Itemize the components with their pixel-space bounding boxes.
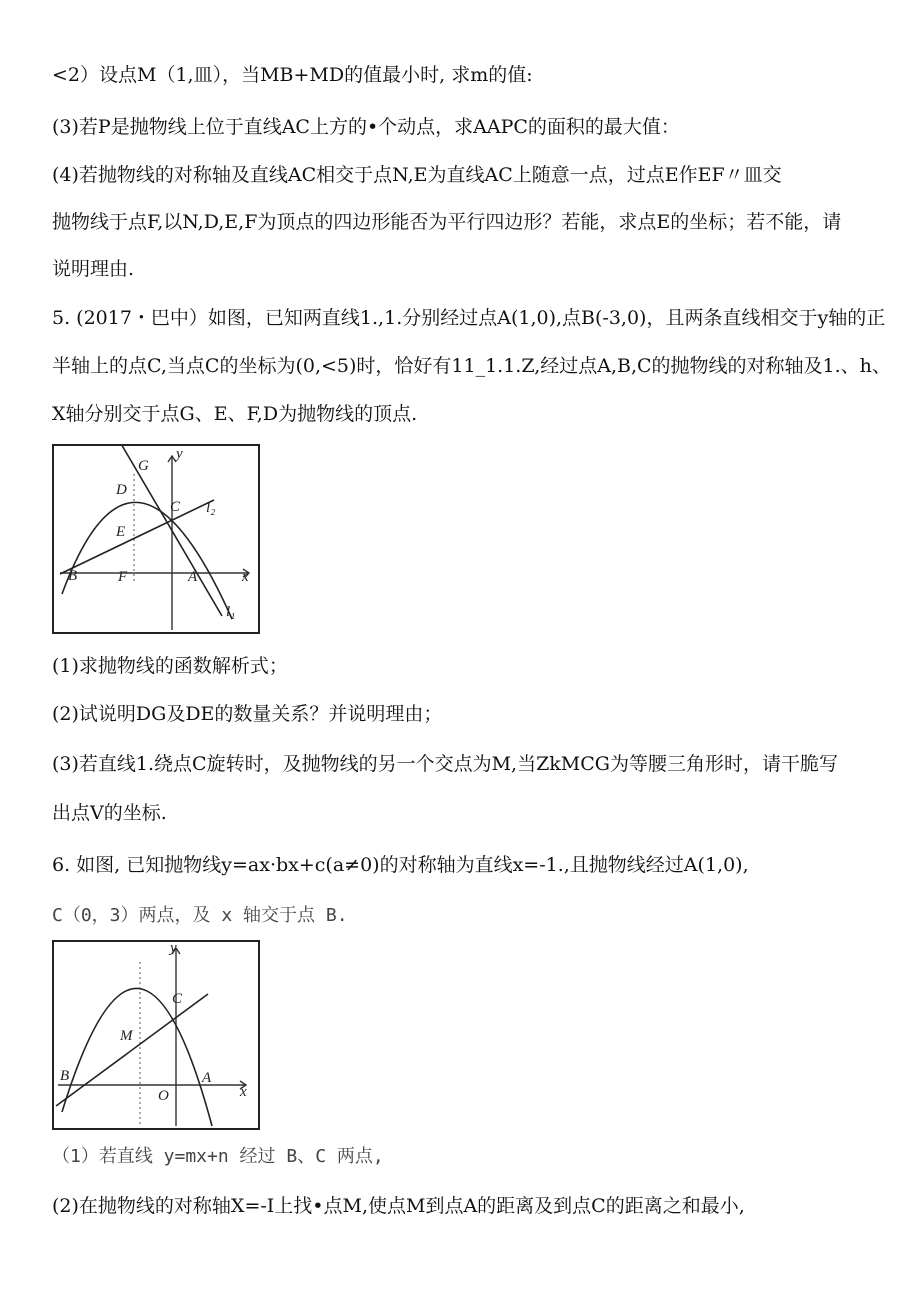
problem-6-line-1: 6. 如图, 已知抛物线y=ax·bx+c(a≠0)的对称轴为直线x=-1.,且抛物线经过A(1,0), xyxy=(52,854,749,876)
label-a: A xyxy=(188,569,198,585)
label-m: M xyxy=(120,1028,133,1044)
text-line-3: (4)若抛物线的对称轴及直线AC相交于点N,E为直线AC上随意一点，过点E作EF〃皿交 xyxy=(52,164,782,186)
label-y: y xyxy=(176,446,183,462)
problem-5-question-3-cont: 出点V的坐标. xyxy=(52,802,167,824)
figure-problem-6 xyxy=(52,940,260,1130)
label-l1: l₁ xyxy=(226,604,236,620)
label-o: O xyxy=(158,1088,169,1104)
label-f: F xyxy=(118,569,128,585)
label-c: C xyxy=(170,499,181,515)
label-b: B xyxy=(68,568,78,584)
line-bc xyxy=(56,994,208,1106)
figure-problem-5 xyxy=(52,444,260,634)
label-c: C xyxy=(172,991,183,1007)
label-y: y xyxy=(170,940,177,956)
label-d: D xyxy=(116,482,127,498)
label-e: E xyxy=(116,524,126,540)
problem-6-question-2: (2)在抛物线的对称轴X=-I上找•点M,使点M到点A的距离及到点C的距离之和最小, xyxy=(52,1195,745,1217)
problem-5-question-3: (3)若直线1.绕点C旋转时，及抛物线的另一个交点为M,当ZkMCG为等腰三角形时，请干脆写 xyxy=(52,753,838,775)
text-line-5: 说明理由. xyxy=(52,258,135,280)
problem-5-question-1: (1)求抛物线的函数解析式； xyxy=(52,655,288,677)
label-x: x xyxy=(240,1084,247,1100)
label-l2: l₂ xyxy=(206,500,216,516)
text-line-1: <2）设点M（1,皿），当MB+MD的值最小时, 求m的值: xyxy=(52,64,533,86)
problem-5-question-2: (2)试说明DG及DE的数量关系？并说明理由； xyxy=(52,703,443,725)
line-l1 xyxy=(120,444,222,616)
problem-5-line-1: 5. (2017・巴中）如图，已知两直线1.,1.分别经过点A(1,0),点B(-3,0)，且两条直线相交于y轴的正 xyxy=(52,307,886,329)
label-g: G xyxy=(138,458,149,474)
text-line-2: (3)若P是抛物线上位于直线AC上方的•个动点，求AAPC的面积的最大值： xyxy=(52,116,680,138)
problem-6-line-2: C（0，3）两点，及 x 轴交于点 B. xyxy=(52,905,348,926)
label-b: B xyxy=(60,1068,70,1084)
label-a: A xyxy=(202,1070,212,1086)
parabola-curve xyxy=(62,988,212,1126)
text-line-4: 抛物线于点F,以N,D,E,F为顶点的四边形能否为平行四边形？若能，求点E的坐标；若不能，请 xyxy=(52,211,842,233)
problem-5-line-2: 半轴上的点C,当点C的坐标为(0,<5)时，恰好有11_1.1.Z,经过点A,B,C的抛物线的对称轴及1.、h、 xyxy=(52,355,891,377)
problem-6-question-1: （1）若直线 y=mx+n 经过 B、C 两点, xyxy=(52,1146,384,1167)
figure-border xyxy=(53,941,259,1129)
label-x: x xyxy=(242,569,249,585)
problem-5-line-3: X轴分别交于点G、E、F,D为抛物线的顶点. xyxy=(52,403,418,425)
